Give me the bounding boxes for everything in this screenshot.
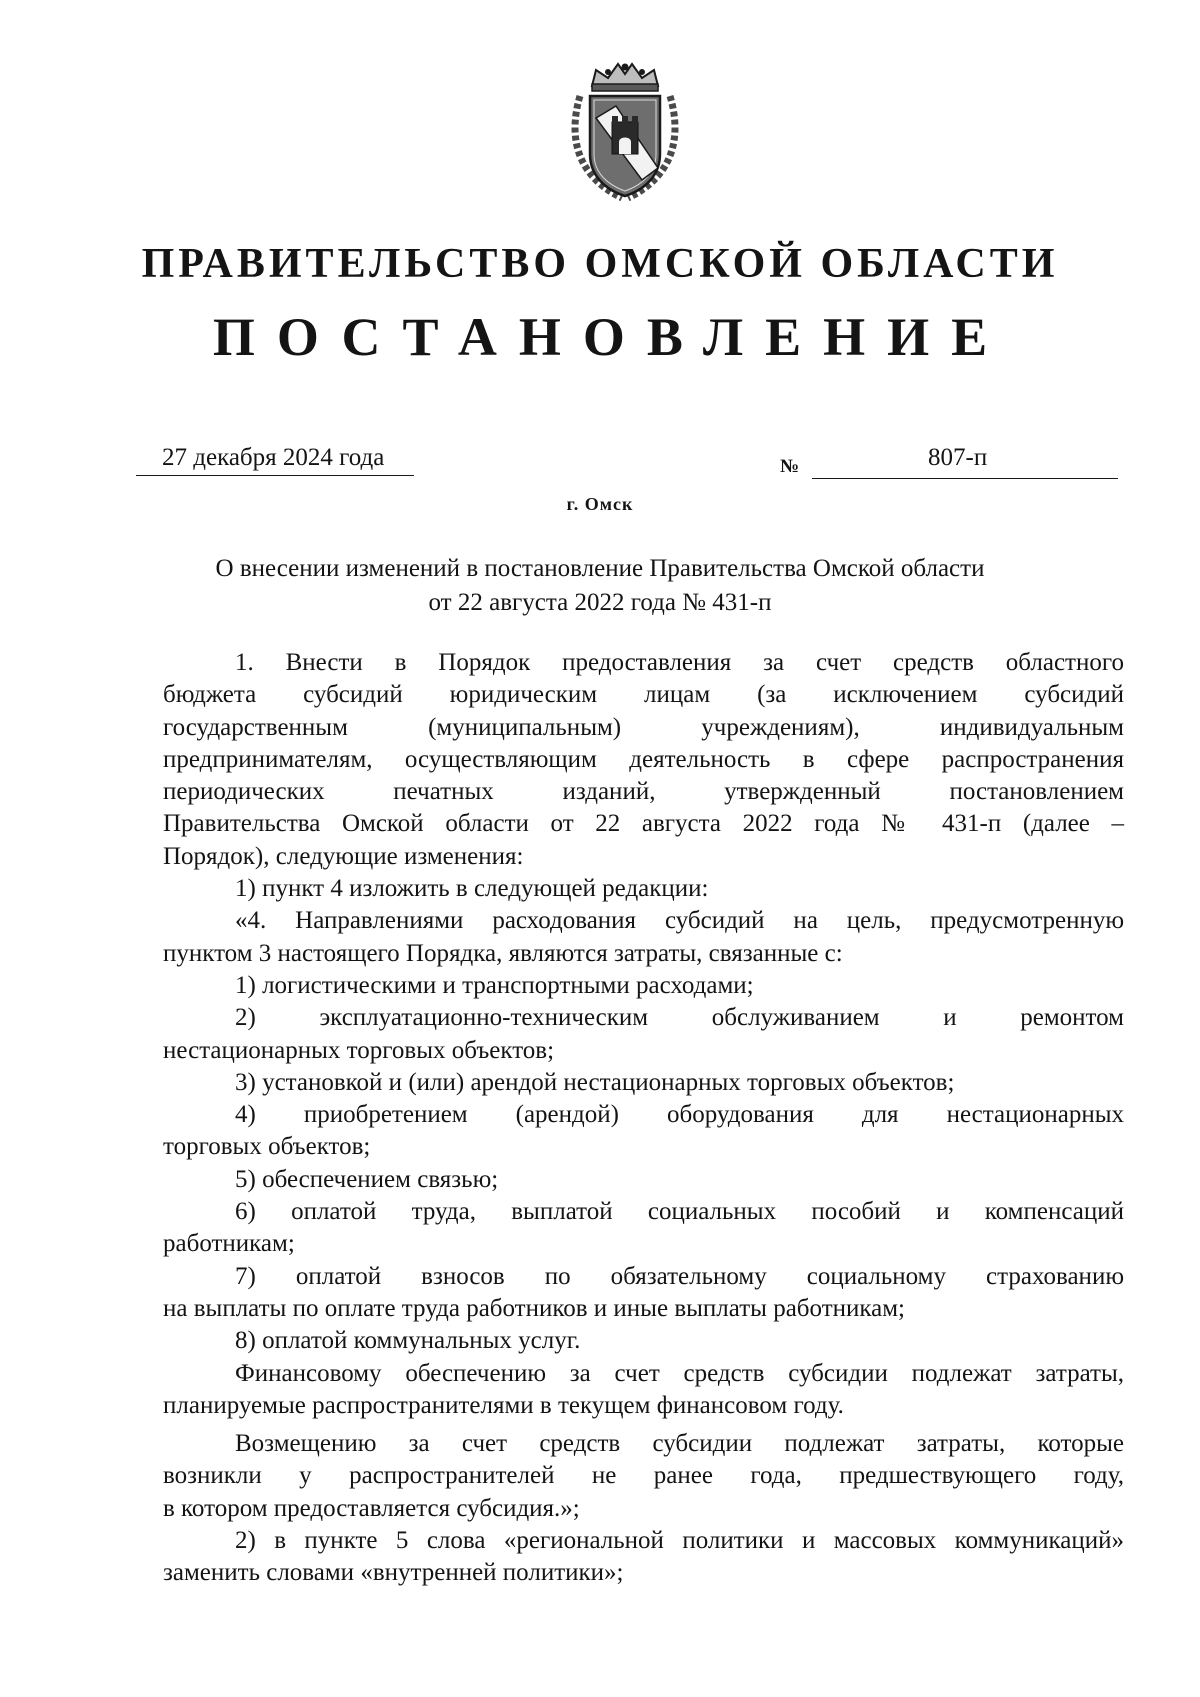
body-line: 1) логистическими и транспортными расходами; — [235, 971, 754, 999]
body-line: работникам; — [163, 1230, 295, 1258]
body-line: нестационарных торговых объектов; — [163, 1036, 555, 1064]
document-body — [163, 647, 1124, 1590]
body-line: 1. Внести в Порядок предоставления за счет средств областного — [235, 649, 1124, 676]
body-line: предпринимателям, осуществляющим деятельность в сфере распространения — [163, 745, 1124, 773]
document-type-title: ПОСТАНОВЛЕНИЕ — [212, 307, 1010, 367]
number-sign: № — [780, 456, 800, 477]
subject-line: от 22 августа 2022 года № 431-п — [428, 589, 772, 616]
body-line: пунктом 3 настоящего Порядка, являются затраты, связанные с: — [163, 939, 843, 967]
body-line: 1) пункт 4 изложить в следующей редакции: — [235, 875, 709, 903]
document-subject — [150, 552, 1050, 620]
body-line: бюджета субсидий юридическим лицам (за исключением субсидий — [163, 681, 1124, 709]
body-line: 2) в пункте 5 слова «региональной политики и массовых коммуникаций» — [235, 1527, 1124, 1555]
body-line: торговых объектов; — [163, 1133, 371, 1161]
body-line: 5) обеспечением связью; — [235, 1165, 499, 1193]
body-line: «4. Направлениями расходования субсидий на цель, предусмотренную — [235, 907, 1124, 935]
issue-city: г. Омск — [566, 494, 634, 514]
body-line: Порядок), следующие изменения: — [163, 842, 524, 870]
document-number: 807-п — [812, 444, 1118, 479]
body-line: 8) оплатой коммунальных услуг. — [235, 1327, 581, 1355]
subject-line: О внесении изменений в постановление Правительства Омской области — [215, 555, 985, 582]
omsk-region-coat-of-arms-emblem — [566, 56, 684, 202]
body-line: 2) эксплуатационно-техническим обслуживанием и ремонтом — [235, 1004, 1124, 1032]
body-line: на выплаты по оплате труда работников и иные выплаты работникам; — [163, 1294, 906, 1322]
document-date: 27 декабря 2024 года — [136, 444, 414, 476]
body-line: 4) приобретением (арендой) оборудования для нестационарных — [235, 1101, 1124, 1129]
body-line: заменить словами «внутренней политики»; — [163, 1559, 624, 1587]
body-line: Возмещению за счет средств субсидии подлежат затраты, которые — [235, 1430, 1124, 1458]
government-title: ПРАВИТЕЛЬСТВО ОМСКОЙ ОБЛАСТИ — [141, 241, 1059, 287]
body-line: 3) установкой и (или) арендой нестационарных торговых объектов; — [235, 1068, 955, 1096]
body-line: периодических печатных изданий, утвержденный постановлением — [163, 778, 1124, 806]
body-line: возникли у распространителей не ранее года, предшествующего году, — [163, 1462, 1124, 1490]
body-line: в котором предоставляется субсидия.»; — [163, 1494, 580, 1522]
body-line: государственным (муниципальным) учреждениям), индивидуальным — [163, 713, 1124, 741]
body-line: 7) оплатой взносов по обязательному социальному страхованию — [235, 1262, 1124, 1290]
body-line: 6) оплатой труда, выплатой социальных пособий и компенсаций — [235, 1198, 1124, 1226]
body-line: Финансовому обеспечению за счет средств субсидии подлежат затраты, — [235, 1359, 1124, 1387]
body-line: Правительства Омской области от 22 августа 2022 года № 431-п (далее – — [163, 810, 1124, 838]
body-line: планируемые распространителями в текущем финансовом году. — [163, 1391, 844, 1419]
